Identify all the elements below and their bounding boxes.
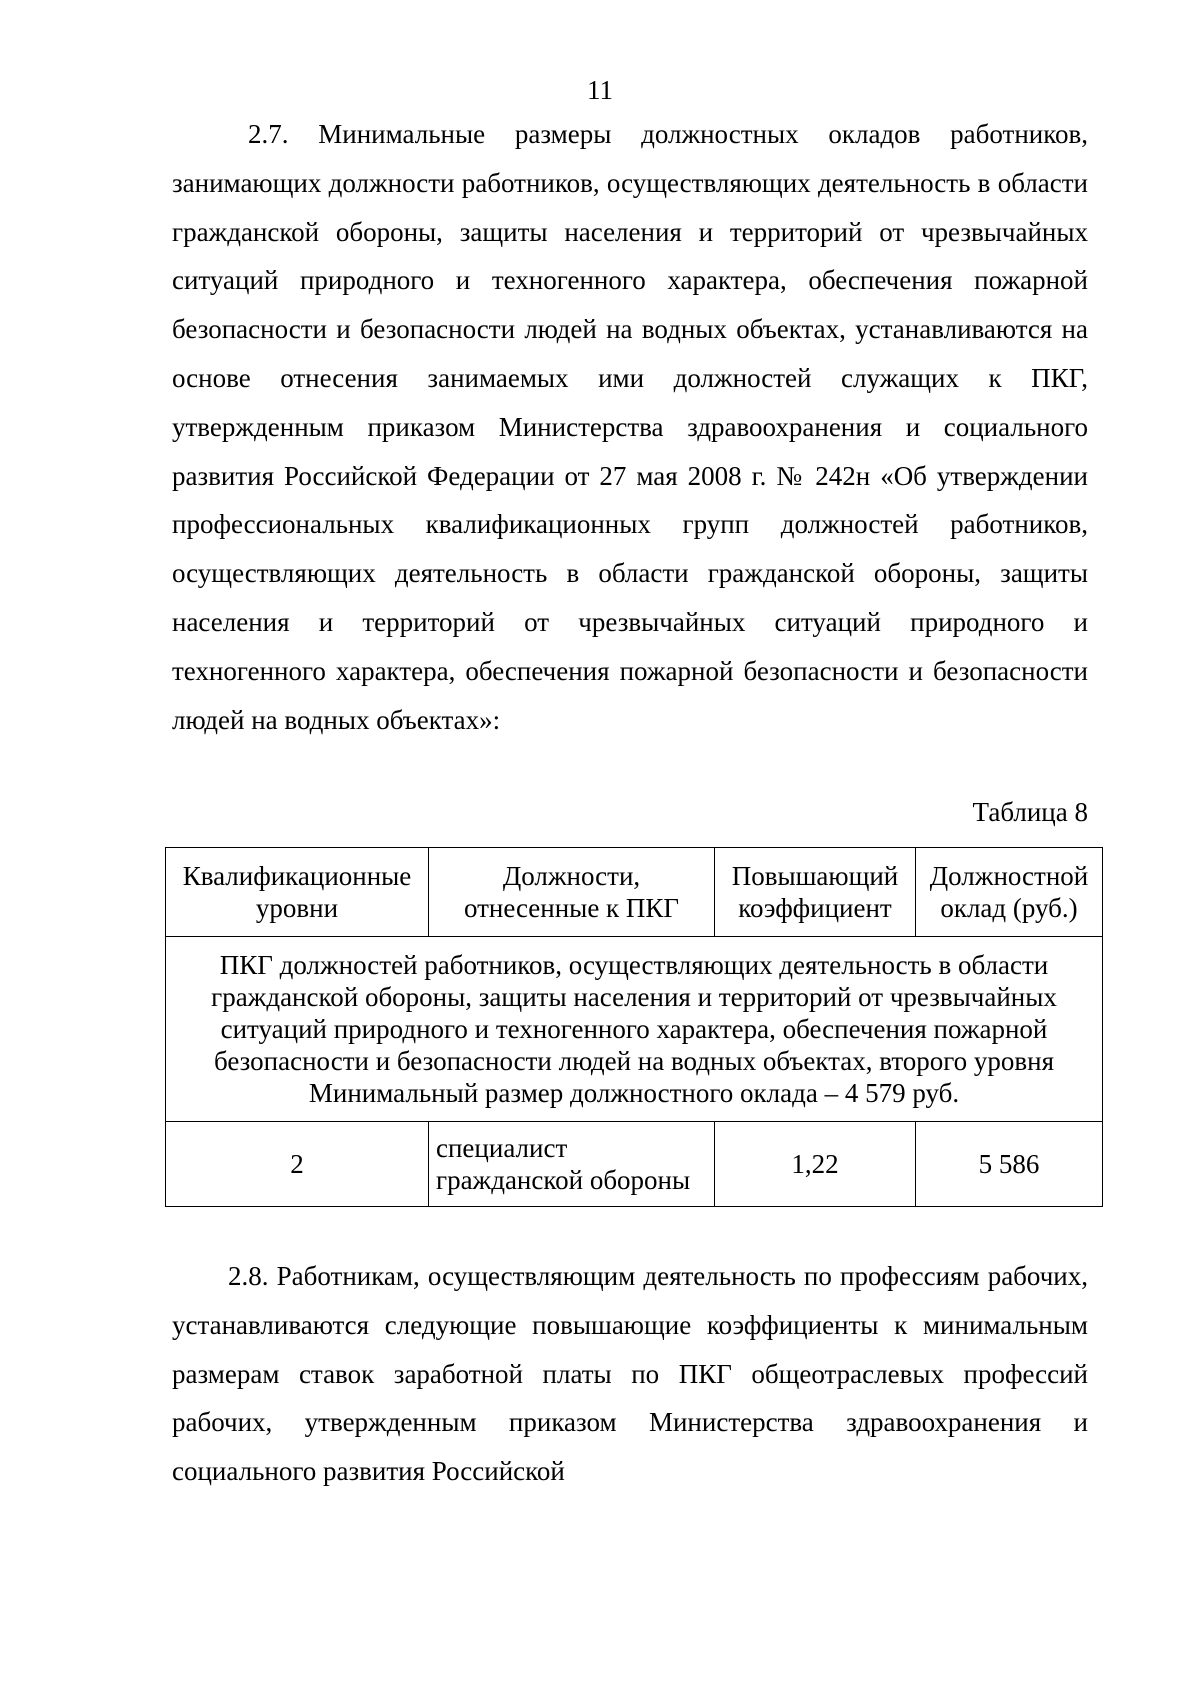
cell-position	[429, 1122, 715, 1207]
cell-coefficient: 1,22	[715, 1122, 916, 1207]
header-text: отнесенные к ПКГ	[463, 893, 680, 923]
header-text: Квалификационные	[182, 861, 412, 891]
paragraph-2-7: 2.7. Минимальные размеры должностных окладов работников, занимающих должности работников, осуществляющих деятельность в области гражданской обороны, защиты населения и территорий от чрезвычайных ситуаций природного и техногенного характера, обеспечения пожарной безопасности и безопасности людей на водных объектах, устанавливаются на основе отнесения занимаемых ими должностей служащих к ПКГ, утвержденным приказом Министерства здравоохранения и социального развития Российской Федерации от 27 мая 2008 г. № 242н «Об утверждении профессиональных квалификационных групп должностей работников, осуществляющих деятельность в области гражданской обороны, защиты населения и территорий от чрезвычайных ситуаций природного и техногенного характера, обеспечения пожарной безопасности и безопасности людей на водных объектах»:	[172, 119, 1088, 735]
cell-salary: 5 586	[916, 1122, 1103, 1207]
paragraph-2-8: 2.8. Работникам, осуществляющим деятельность по профессиям рабочих, устанавливаются следующие повышающие коэффициенты к минимальным размерам ставок заработной платы по ПКГ общеотраслевых профессий рабочих, утвержденным приказом Министерства здравоохранения и социального развития Российской	[172, 1261, 1088, 1487]
table-row	[166, 1122, 1103, 1207]
group-description	[166, 937, 1103, 1122]
group-line: Минимальный размер должностного оклада – 4 579 руб.	[308, 1078, 960, 1108]
table-header-row	[166, 848, 1103, 937]
position-line: гражданской обороны	[436, 1165, 691, 1195]
header-coefficient	[715, 848, 916, 937]
header-salary	[916, 848, 1103, 937]
header-positions	[429, 848, 715, 937]
position-line: специалист	[436, 1133, 568, 1163]
header-text: Должности,	[502, 861, 641, 891]
table-caption: Таблица 8	[972, 797, 1088, 827]
group-line: безопасности и безопасности людей на водных объектах, второго уровня	[213, 1046, 1055, 1076]
group-line: гражданской обороны, защиты населения и территорий от чрезвычайных	[211, 982, 1057, 1012]
header-text: Повышающий	[731, 861, 899, 891]
salary-table	[165, 847, 1103, 1207]
table-group-row	[166, 937, 1103, 1122]
group-line: ПКГ должностей работников, осуществляющих деятельность в области	[219, 950, 1049, 980]
header-qualification-levels	[166, 848, 429, 937]
header-text: коэффициент	[738, 893, 892, 923]
group-line: ситуаций природного и техногенного характера, обеспечения пожарной	[220, 1014, 1048, 1044]
header-text: Должностной	[929, 861, 1089, 891]
header-text: уровни	[255, 893, 339, 923]
header-text: оклад (руб.)	[940, 893, 1078, 923]
page-number: 11	[587, 75, 613, 105]
cell-level: 2	[166, 1122, 429, 1207]
